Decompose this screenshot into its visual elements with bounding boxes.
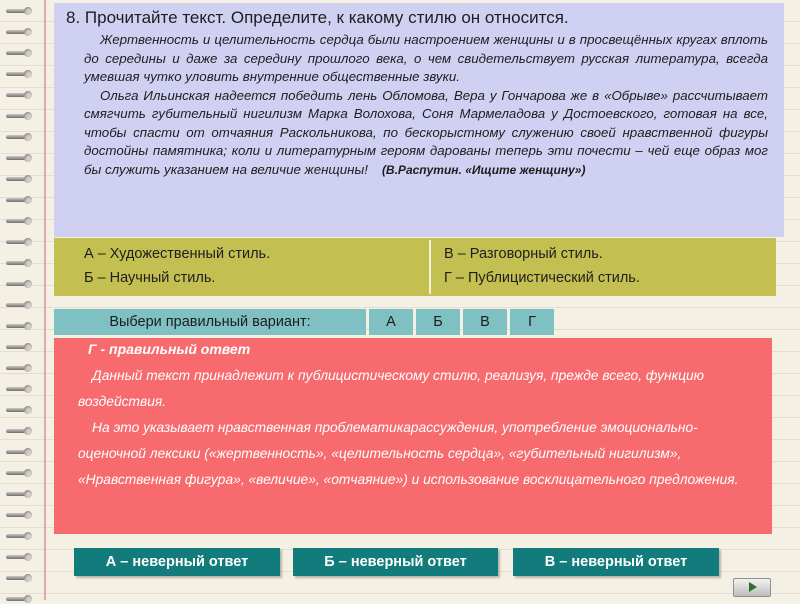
binding-ring-icon — [6, 489, 36, 499]
answer-panel — [54, 338, 772, 534]
answer-paragraph-1: Данный текст принадлежит к публицистическому стилю, реализуя, прежде всего, функцию воздействия. — [78, 368, 705, 409]
binding-ring-icon — [6, 426, 36, 436]
binding-ring-icon — [6, 132, 36, 142]
option-b: Б – Научный стиль. — [84, 270, 216, 286]
next-arrow-icon — [749, 582, 757, 592]
options-divider — [429, 240, 431, 294]
binding-ring-icon — [6, 300, 36, 310]
wrong-a-button[interactable]: А – неверный ответ — [74, 548, 280, 576]
binding-ring-icon — [6, 153, 36, 163]
binding-ring-icon — [6, 321, 36, 331]
answer-paragraph-2: На это указывает нравственная проблематикарассуждения, употребление эмоционально-оценочной лексики («жертвенность», «целительность сердца», «губительный нигилизм», «Нравственная фигура», «величие», «отчаяние») и использование восклицательного предложения. — [78, 420, 739, 487]
binding-ring-icon — [6, 6, 36, 16]
binding-ring-icon — [6, 69, 36, 79]
wrong-b-button[interactable]: Б – неверный ответ — [293, 548, 498, 576]
binding-ring-icon — [6, 405, 36, 415]
options-panel — [54, 238, 776, 296]
binding-ring-icon — [6, 531, 36, 541]
binding-ring-icon — [6, 174, 36, 184]
spiral-binding — [0, 0, 44, 600]
question-text-paragraph-2 — [84, 87, 768, 180]
binding-ring-icon — [6, 342, 36, 352]
binding-ring-icon — [6, 552, 36, 562]
answer-title: Г - правильный ответ — [88, 341, 251, 357]
binding-ring-icon — [6, 384, 36, 394]
question-panel — [54, 3, 784, 237]
binding-ring-icon — [6, 258, 36, 268]
binding-ring-icon — [6, 447, 36, 457]
binding-ring-icon — [6, 594, 36, 604]
choice-g-button[interactable]: Г — [510, 309, 554, 335]
choice-a-button[interactable]: А — [369, 309, 413, 335]
next-button[interactable] — [733, 578, 771, 597]
choose-label: Выбери правильный вариант: — [54, 309, 366, 335]
binding-ring-icon — [6, 90, 36, 100]
binding-ring-icon — [6, 48, 36, 58]
binding-ring-icon — [6, 510, 36, 520]
binding-ring-icon — [6, 27, 36, 37]
binding-ring-icon — [6, 111, 36, 121]
option-v: В – Разговорный стиль. — [444, 246, 603, 262]
question-title: 8. Прочитайте текст. Определите, к какому стилю он относится. — [66, 8, 569, 27]
option-a: А – Художественный стиль. — [84, 246, 271, 262]
choice-v-button[interactable]: В — [463, 309, 507, 335]
binding-ring-icon — [6, 279, 36, 289]
binding-ring-icon — [6, 363, 36, 373]
margin-line — [44, 0, 46, 600]
choice-b-button[interactable]: Б — [416, 309, 460, 335]
binding-ring-icon — [6, 573, 36, 583]
question-text-paragraph-2-body: Ольга Ильинская надеется победить лень Обломова, Вера у Гончарова же в «Обрыве» рассчитывает смягчить губительный нигилизм Марка Волохова, Соня Мармеладова у Достоевского, готовая на все, чтобы спасти от отчаяния Раскольникова, по бескорыстному служению своей нравственной фигуры достойны памятника; коли и литературным героям дарованы теперь эти почести – чей еще образ мог бы служить указанием на величие женщины! — [84, 87, 768, 177]
option-g: Г – Публицистический стиль. — [444, 270, 640, 286]
question-source: (В.Распутин. «Ищите женщину») — [381, 162, 586, 177]
binding-ring-icon — [6, 237, 36, 247]
wrong-v-button[interactable]: В – неверный ответ — [513, 548, 719, 576]
binding-ring-icon — [6, 468, 36, 478]
question-text-paragraph-1: Жертвенность и целительность сердца были настроением женщины и в просвещённых кругах вплоть до середины и даже за середину прошлого века, о чем свидетельствует русская литература, всегда умевшая чутко уловить внутренние общественные звуки. — [84, 32, 768, 84]
binding-ring-icon — [6, 216, 36, 226]
binding-ring-icon — [6, 195, 36, 205]
